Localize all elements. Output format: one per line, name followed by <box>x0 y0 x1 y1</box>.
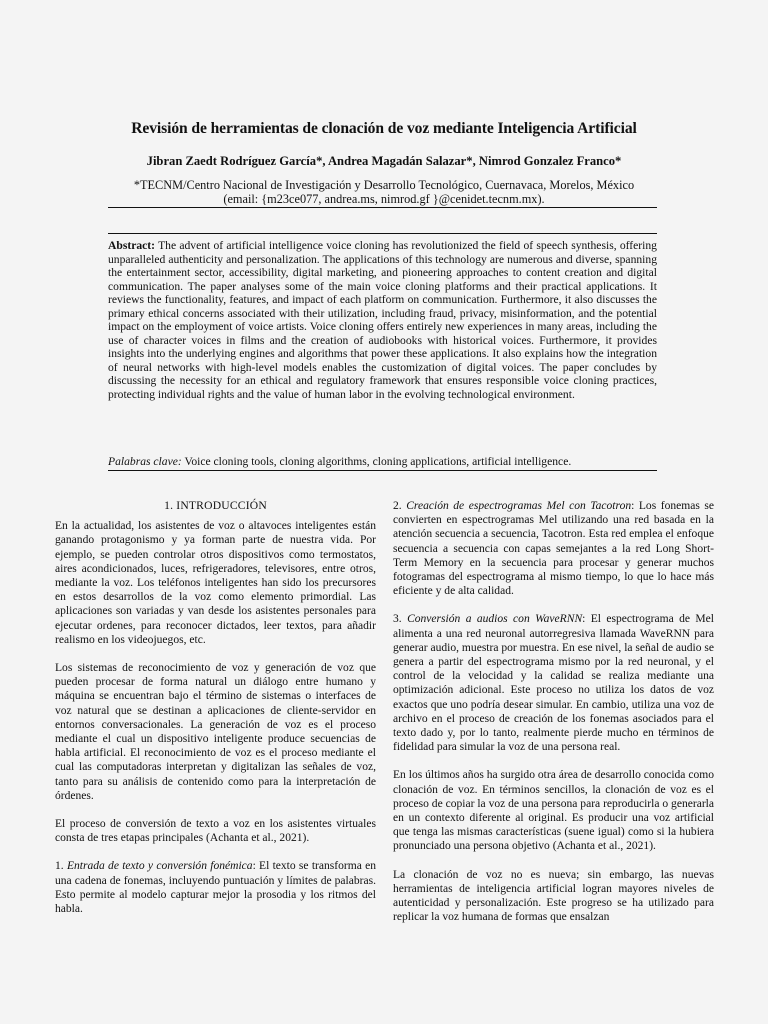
abstract-text: The advent of artificial intelligence voice cloning has revolutionized the field of speech synthesis, offering unparalleled authenticity and personalization. The applications of this technology are numerous and diverse, spanning the entertainment sector, accessibility, digital marketing, and pioneering approaches to content creation and digital communication. The paper analyses some of the main voice cloning platforms and their practical applications. It reviews the functionality, features, and impact of each platform on communication. Furthermore, it also discusses the primary ethical concerns associated with their utilization, including fraud, privacy, misinformation, and the potential impact on the employment of voice artists. Voice cloning offers entirely new experiences in many areas, including the use of character voices in films and the creation of audiobooks with historical voices. Furthermore, it provides insights into the underlying engines and algorithms that power these applications. It also explains how the integration of neural networks with high-level models enables the customization of digital voices. The paper concludes by discussing the necessity for an ethical and regulatory framework that ensures responsible voice cloning practices, protecting individual rights and the value of human labor in the evolving technological environment. <box>108 239 657 402</box>
paragraph: La clonación de voz no es nueva; sin embargo, las nuevas herramientas de inteligencia artificial logran mayores niveles de autenticidad y personalización. Este progreso se ha utilizado para replicar la voz humana de formas que ensalzan <box>393 868 714 924</box>
abstract <box>108 239 657 402</box>
paragraph: El proceso de conversión de texto a voz en los asistentes virtuales consta de tres etapas principales (Achanta et al., 2021). <box>55 818 376 845</box>
paragraph <box>393 612 714 754</box>
keywords-label: Palabras clave: <box>108 455 182 468</box>
section-title: 1. INTRODUCCIÓN <box>164 499 267 512</box>
header-divider <box>108 207 657 208</box>
paragraph: En los últimos años ha surgido otra área de desarrollo conocida como clonación de voz. En términos sencillos, la clonación de voz es el proceso de copiar la voz de una persona para reproducirla o generarla en un contexto diferente al original. Es producir una voz artificial que tenga las mismas características (suene igual) como si la hubiera pronunciado una persona objetivo (Achanta et al., 2021). <box>393 769 714 853</box>
item-heading: Entrada de texto y conversión fonémica <box>66 860 253 873</box>
left-column <box>55 499 376 930</box>
right-column <box>393 499 714 938</box>
abstract-label: Abstract: <box>108 239 156 252</box>
abstract-bottom-divider <box>108 470 657 471</box>
keywords-text: Voice cloning tools, cloning algorithms, cloning applications, artificial intelligence. <box>184 455 572 468</box>
abstract-top-divider <box>108 233 657 234</box>
paper-affiliation <box>0 178 768 206</box>
paragraph <box>393 499 714 598</box>
item-heading: Conversión a audios con WaveRNN <box>407 613 583 626</box>
item-number: 1. <box>55 860 67 873</box>
keywords <box>108 455 657 469</box>
item-number: 2. <box>393 500 407 512</box>
item-text: : Los fonemas se convierten en espectrogramas Mel utilizando una red basada en la atención secuencia a secuencia, Tacotron. Esta red emplea el enfoque secuencia a secuencia con capas semejantes a la red Long Short-Term Memory en la secuencia para procesar y generar muchos fotogramas del espectrograma al mismo tiempo, lo que lo hace más eficiente y de alta calidad. <box>393 500 714 598</box>
affiliation-email: (email: {m23ce077, andrea.ms, nimrod.gf }@cenidet.tecnm.mx). <box>223 192 545 206</box>
item-number: 3. <box>393 613 408 626</box>
paragraph: Los sistemas de reconocimiento de voz y generación de voz que pueden procesar de forma natural un diálogo entre humano y máquina se encuentran bajo el término de sistemas o interfaces de voz natural que se destinan a aplicaciones de cliente-servidor en entornos conversacionales. La generación de voz es el proceso mediante el cual un dispositivo inteligente produce secuencias de habla artificial. El reconocimiento de voz es el proceso mediante el cual las computadoras interpretan y digitalizan las señales de voz, tanto para su análisis de contenido como para la interpretación de órdenes. <box>55 662 376 802</box>
item-text: : El espectrograma de Mel alimenta a una red neuronal autorregresiva llamada WaveRNN para generar audio, muestra por muestra. En ese nivel, la señal de audio se genera a partir del espectrograma mismo por la red neuronal, y el control de la velocidad y la calidad se realiza mediante una optimización adicional. Este proceso no utiliza los datos de voz exactos que uno podría desear simular. En cambio, utiliza una voz de archivo en el proceso de creación de los fonemas asociados para el texto dado y, por lo tanto, realmente pierde mucho en términos de fidelidad para simular la voz de una persona real. <box>393 613 715 754</box>
item-text: : El texto se transforma en una cadena de fonemas, incluyendo puntuación y límites de palabras. Esto permite al modelo capturar mejor la prosodia y los ritmos del habla. <box>55 860 376 916</box>
affiliation-line: *TECNM/Centro Nacional de Investigación y Desarrollo Tecnológico, Cuernavaca, Morelos, México <box>133 178 635 192</box>
paragraph <box>55 859 376 916</box>
paragraph: En la actualidad, los asistentes de voz o altavoces inteligentes están ganando protagonismo y ya forman parte de nuestra vida. Por ejemplo, se pueden controlar otros dispositivos como termostatos, aires acondicionados, luces, refrigeradores, televisores, entre otros, mediante la voz. Los teléfonos inteligentes han sido los precursores en estos desarrollos de la voz como elemento primordial. Las aplicaciones son variadas y van desde los asistentes personales para ejecutar ordenes, para reconocer dictados, leer textos, para añadir realismo en los videojuegos, etc. <box>55 520 376 646</box>
paper-title: Revisión de herramientas de clonación de voz mediante Inteligencia Artificial <box>131 120 637 137</box>
item-heading: Creación de espectrogramas Mel con Tacotron <box>406 500 632 512</box>
paper-authors: Jibran Zaedt Rodríguez García*, Andrea Magadán Salazar*, Nimrod Gonzalez Franco* <box>146 154 622 168</box>
